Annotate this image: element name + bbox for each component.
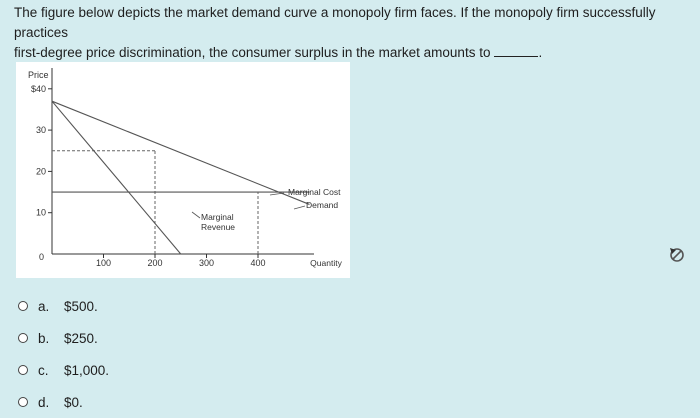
radio-b[interactable] bbox=[18, 333, 28, 343]
option-text-d: $0. bbox=[64, 394, 83, 410]
y-tick-label-10: 10 bbox=[35, 207, 46, 218]
y-tick-label-20: 20 bbox=[35, 166, 46, 177]
question-line-2-text: first-degree price discrimination, the consumer surplus in the market amounts to bbox=[14, 45, 491, 60]
option-c[interactable] bbox=[18, 354, 109, 386]
y-axis-label: Price bbox=[28, 70, 49, 80]
x-tick-label-300: 300 bbox=[198, 258, 215, 268]
question-line-2 bbox=[14, 43, 694, 63]
option-a[interactable] bbox=[18, 290, 109, 322]
x-tick-label-400: 400 bbox=[250, 258, 266, 268]
option-letter-d: d. bbox=[38, 394, 50, 410]
x-tick-label-100: 100 bbox=[95, 258, 112, 268]
question-text bbox=[14, 3, 694, 63]
demand-pointer bbox=[294, 206, 305, 209]
y-tick-label-30: 30 bbox=[35, 125, 46, 136]
cursor-icon bbox=[668, 246, 686, 264]
answer-options bbox=[18, 290, 109, 418]
option-text-b: $250. bbox=[64, 330, 98, 346]
marginal-cost-label: Marginal Cost bbox=[288, 187, 341, 197]
y-tick-label-0: 0 bbox=[38, 252, 44, 262]
question-line-2-end: . bbox=[538, 45, 543, 60]
y-tick-label-40: $40 bbox=[30, 83, 46, 94]
marginal-revenue-pointer bbox=[192, 212, 200, 218]
option-letter-a: a. bbox=[38, 298, 50, 314]
x-axis-label: Quantity bbox=[310, 258, 342, 268]
demand-line bbox=[52, 101, 310, 204]
marginal-revenue-label-2: Revenue bbox=[201, 222, 236, 232]
demand-label: Demand bbox=[306, 200, 339, 210]
answer-blank bbox=[494, 45, 538, 57]
option-b[interactable] bbox=[18, 322, 109, 354]
marginal-revenue-line bbox=[52, 101, 181, 254]
option-letter-b: b. bbox=[38, 330, 50, 346]
option-text-a: $500. bbox=[64, 298, 98, 314]
option-letter-c: c. bbox=[38, 362, 49, 378]
option-d[interactable] bbox=[18, 386, 109, 418]
market-chart bbox=[16, 62, 350, 278]
marginal-revenue-label-1: Marginal bbox=[201, 212, 234, 222]
option-text-c: $1,000. bbox=[64, 362, 110, 378]
question-line-1: The figure below depicts the market demand curve a monopoly firm faces. If the monopoly firm successfully practices bbox=[14, 5, 656, 40]
radio-c[interactable] bbox=[18, 365, 28, 375]
x-tick-label-200: 200 bbox=[147, 258, 163, 268]
chart-panel bbox=[16, 62, 350, 278]
radio-a[interactable] bbox=[18, 301, 28, 311]
marginal-cost-pointer bbox=[270, 193, 284, 195]
radio-d[interactable] bbox=[18, 397, 28, 407]
